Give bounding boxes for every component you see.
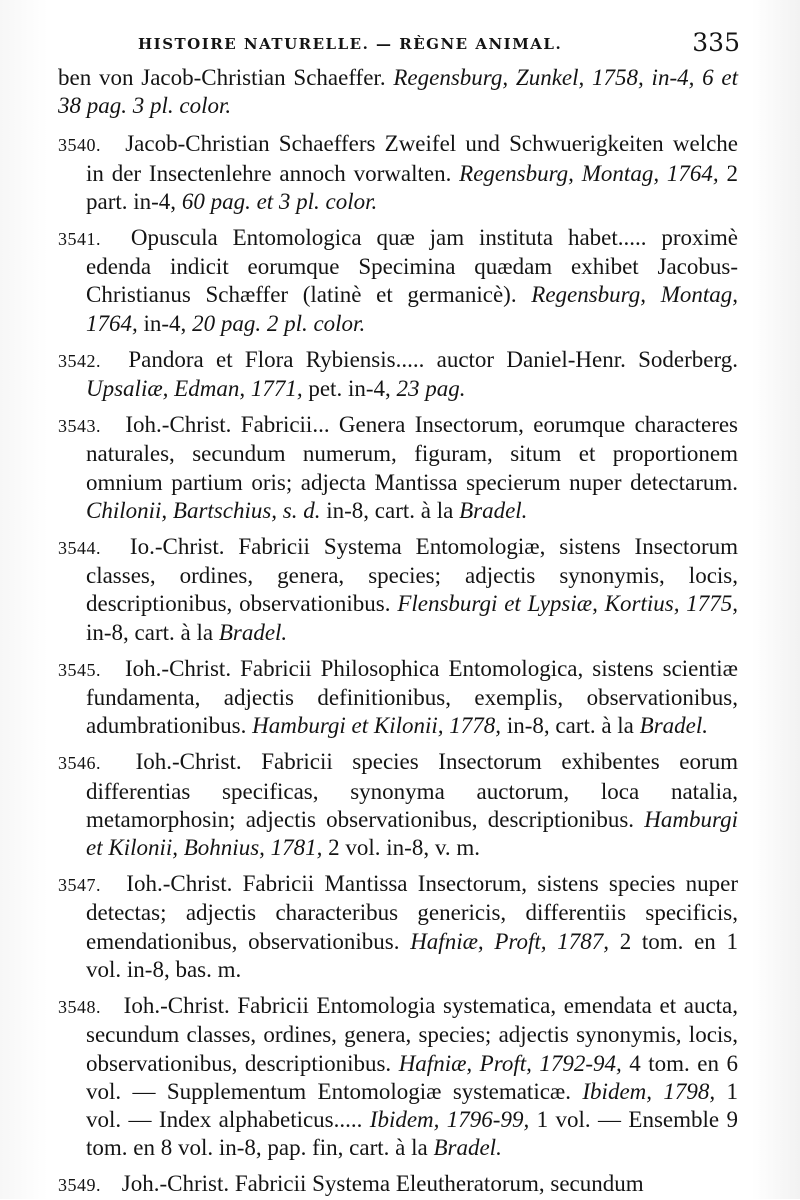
entry-binder: Bradel. (433, 1135, 502, 1161)
entry-binder: Bradel. (459, 497, 528, 523)
entry-3547 (58, 870, 739, 984)
entry-number: 3541. (58, 229, 101, 250)
entry-3544 (58, 533, 739, 647)
page-number: 335 (692, 28, 740, 57)
entry-number: 3547. (58, 875, 101, 896)
entry-3541 (58, 224, 739, 338)
entry-supplement-format: 1 vol. — Index alphabeticus..... (86, 1078, 739, 1132)
continued-imprint: Regensburg, Zunkel, 1758, in-4, 6 et 38 pag. 3 pl. color. (58, 65, 739, 119)
entry-format: 2 part. in-4, (86, 160, 739, 214)
entry-imprint: Hamburgi et Kilonii, 1778, (252, 713, 502, 739)
entry-format: in-8, cart. à la (326, 497, 454, 523)
entry-title: Io.-Christ. Fabricii Systema Entomologiæ, sistens Insectorum classes, ordines, genera, species; adjectis synonymis, locis, descriptionibus, observationibus. (86, 534, 739, 617)
entry-3548 (58, 992, 739, 1162)
entry-number: 3543. (58, 416, 101, 437)
entry-imprint: Hamburgi et Kilonii, Bohnius, 1781, (86, 806, 738, 861)
entry-binder: Bradel. (218, 619, 288, 645)
entry-list (58, 130, 738, 1199)
entry-title: Opuscula Entomologica quæ jam instituta habet..... proximè edenda indicit eorumque Specimina quædam exhibet Jacobus-Christianus Schæffer (latinè et germanicè). (86, 225, 739, 308)
entry-number: 3545. (58, 659, 101, 680)
continued-entry (58, 64, 738, 120)
entry-title: Jacob-Christian Schaeffers Zweifel und Schwuerigkeiten welche in der Insectenlehre annoch vorwalten. (86, 131, 739, 186)
entry-3549 (58, 1170, 738, 1199)
entry-imprint: Hafniæ, Proft, 1792-94, (398, 1050, 622, 1076)
entry-title: Pandora et Flora Rybiensis..... auctor Daniel-Henr. Soderberg. (128, 346, 739, 372)
entry-format: in-4, (143, 310, 187, 336)
entry-3545 (58, 655, 738, 741)
entry-format: in-8, cart. à la (86, 619, 214, 645)
entry-number: 3540. (58, 135, 101, 156)
entry-index-imprint: Ibidem, 1796-99, (369, 1106, 530, 1132)
entry-title: Ioh.-Christ. Fabricii... Genera Insectorum, eorumque characteres naturales, secundum numerum, figuram, situm et proportionem omnium partium oris; adjecta Mantissa specierum nuper detectarum. (86, 412, 739, 495)
entry-number: 3548. (58, 997, 101, 1018)
entry-pagination: 23 pag. (396, 376, 466, 402)
entry-number: 3544. (58, 538, 101, 559)
entry-imprint: Upsaliæ, Edman, 1771, (86, 376, 303, 402)
running-title: HISTOIRE NATURELLE. — RÈGNE ANIMAL. (138, 35, 563, 53)
entry-imprint: Regensburg, Montag, 1764, (459, 160, 719, 186)
entry-imprint: Flensburgi et Lypsiæ, Kortius, 1775, (397, 591, 738, 617)
entry-format: 4 tom. en 6 vol. — Supplementum Entomologiæ systematicæ. (86, 1050, 738, 1104)
entry-imprint: Regensburg, Montag, 1764, (86, 282, 738, 336)
entry-title: Ioh.-Christ. Fabricii Philosophica Entomologica, sistens scientiæ fundamenta, adjectis definitionibus, exemplis, observationibus, adumbrationibus. (86, 655, 738, 739)
entry-title: Joh.-Christ. Fabricii Systema Eleutheratorum, secundum (121, 1171, 644, 1197)
entry-3540 (58, 130, 739, 216)
entry-imprint: Chilonii, Bartschius, s. d. (86, 497, 321, 523)
entry-title: Ioh.-Christ. Fabricii species Insectorum exhibentes eorum differentias specificas, synonyma auctorum, loca natalia, metamorphosin; adjectis observationibus, descriptionibus. (86, 749, 739, 832)
continued-text: ben von Jacob-Christian Schaeffer. (58, 65, 386, 90)
entry-3542 (58, 346, 739, 403)
entry-number: 3542. (58, 350, 101, 371)
entry-3543 (58, 411, 739, 525)
entry-format: 2 tom. en 1 vol. in-8, bas. m. (86, 928, 739, 982)
entry-format: 2 vol. in-8, v. m. (328, 835, 480, 861)
entry-pagination: 20 pag. 2 pl. color. (192, 310, 366, 336)
entry-format: pet. in-4, (308, 376, 391, 402)
entry-number: 3549. (58, 1175, 101, 1196)
entry-3546 (58, 748, 739, 862)
entry-index-format: 1 vol. — Ensemble 9 tom. en 8 vol. in-8, pap. fin, cart. à la (86, 1106, 738, 1161)
entry-imprint: Hafniæ, Proft, 1787, (410, 928, 609, 954)
running-head (58, 30, 738, 64)
entry-pagination: 60 pag. et 3 pl. color. (181, 188, 378, 214)
entry-number: 3546. (58, 753, 101, 774)
entry-title: Ioh.-Christ. Fabricii Entomologia systematica, emendata et aucta, secundum classes, ordines, genera, species; adjectis synonymis, locis, observationibus, descriptionibus. (86, 993, 738, 1076)
entry-supplement-imprint: Ibidem, 1798, (582, 1078, 716, 1104)
entry-title: Ioh.-Christ. Fabricii Mantissa Insectorum, sistens species nuper detectas; adjectis characteribus genericis, differentiis specificis, emendationibus, observationibus. (86, 871, 739, 954)
entry-binder: Bradel. (639, 713, 708, 739)
entry-format: in-8, cart. à la (506, 713, 634, 739)
